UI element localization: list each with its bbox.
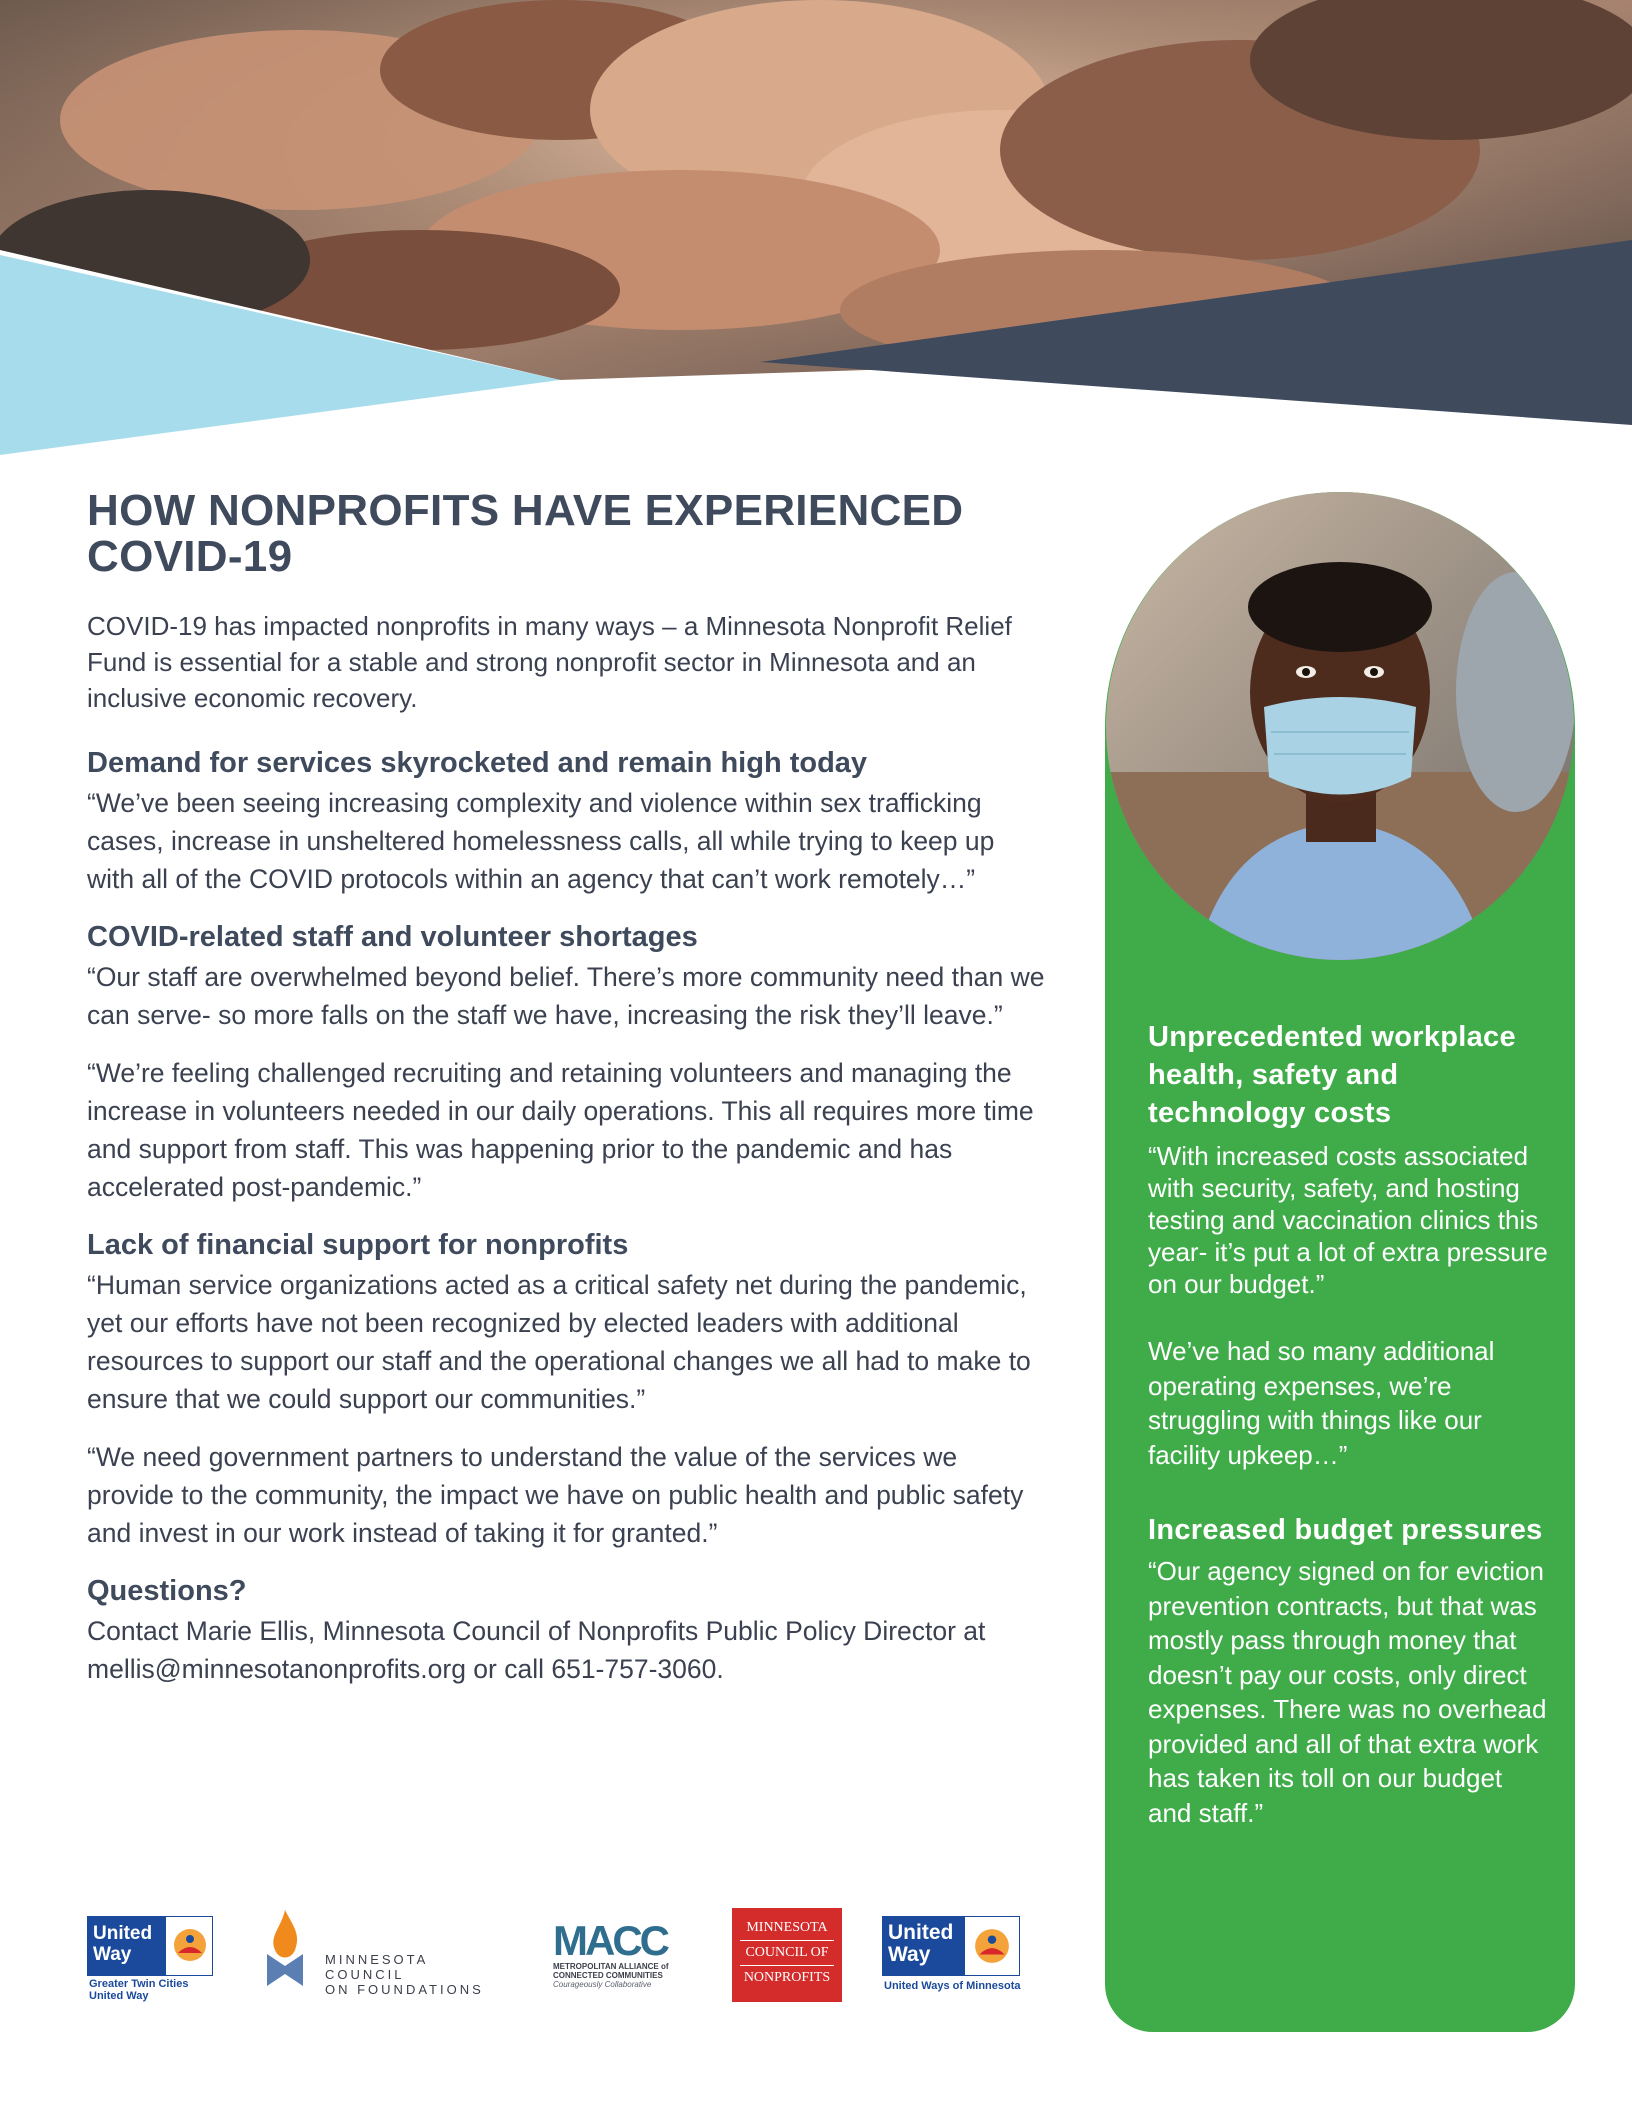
section-financial	[87, 1228, 1047, 1552]
logo-text: Way	[888, 1943, 931, 1966]
logo-text: United Ways of Minnesota	[884, 1980, 1021, 1992]
sidebar-quote: “Our agency signed on for eviction prevention contracts, but that was mostly pass through money that doesn’t pay our costs, only direct expenses. There was no overhead provided and all of that extra work has taken its toll on our budget and staff.”	[1148, 1556, 1547, 1828]
sidebar-heading: Increased budget pressures	[1148, 1514, 1543, 1546]
questions-text: Contact Marie Ellis, Minnesota Council of Nonprofits Public Policy Director at mellis@minnesotanonprofits.org or call 651-757-3060.	[87, 1616, 986, 1684]
section-quote: “Our staff are overwhelmed beyond belief. There’s more community need than we can serve- so more falls on the staff we have, increasing the risk they’ll leave.”	[87, 962, 1045, 1030]
section-questions	[87, 1574, 1047, 1688]
section-quote: “We’re feeling challenged recruiting and retaining volunteers and managing the increase in volunteers needed in our daily operations. This all requires more time and support from staff. This was happening prior to the pandemic and has accelerated post-pandemic.”	[87, 1058, 1034, 1202]
logo-text: NONPROFITS	[743, 1970, 831, 1985]
logo-text: MINNESOTA	[740, 1916, 834, 1941]
minnesota-council-on-foundations-logo	[263, 1908, 503, 1998]
logo-text: COUNCIL OF	[740, 1941, 834, 1966]
logo-text: CONNECTED COMMUNITIES	[553, 1971, 663, 1980]
logo-text: United	[888, 1921, 954, 1944]
section-heading: COVID-related staff and volunteer shortages	[87, 921, 698, 953]
stacked-hands-photo-icon	[0, 0, 1632, 460]
logo-text: Greater Twin Cities	[89, 1978, 189, 1990]
flame-icon	[263, 1908, 307, 1988]
logo-text: ON FOUNDATIONS	[325, 1982, 484, 1997]
section-heading: Demand for services skyrocketed and remain high today	[87, 747, 868, 779]
section-shortages	[87, 920, 1047, 1206]
united-way-hand-icon	[973, 1927, 1011, 1965]
section-demand	[87, 746, 1047, 898]
partner-logos	[87, 1908, 1027, 2008]
masked-man-portrait-icon	[1106, 492, 1574, 960]
sidebar-paragraph: We’ve had so many additional operating expenses, we’re struggling with things like our facility upkeep…”	[1148, 1336, 1495, 1470]
sidebar-heading: Unprecedented workplace health, safety and technology costs	[1148, 1021, 1516, 1129]
page-title: HOW NONPROFITS HAVE EXPERIENCED COVID-19	[87, 486, 964, 581]
minnesota-council-of-nonprofits-logo	[732, 1908, 842, 2002]
united-way-greater-twin-cities-logo	[87, 1916, 217, 2006]
logo-text: Courageously Collaborative	[553, 1980, 652, 1989]
logo-text: United Way	[89, 1990, 149, 2002]
macc-logo	[553, 1917, 693, 2010]
logo-text: United	[93, 1923, 153, 1944]
united-ways-of-minnesota-logo	[882, 1916, 1022, 2006]
questions-heading: Questions?	[87, 1575, 247, 1607]
hero-banner	[0, 0, 1632, 460]
section-quote: “We’ve been seeing increasing complexity and violence within sex trafficking cases, increase in unsheltered homelessness calls, all while trying to keep up with all of the COVID protocols within an agency that can’t work remotely…”	[87, 788, 995, 894]
section-heading: Lack of financial support for nonprofits	[87, 1229, 629, 1261]
main-column	[87, 488, 1047, 1710]
section-quote: “Human service organizations acted as a critical safety net during the pandemic, yet our efforts have not been recognized by elected leaders with additional resources to support our staff and the operational changes we all had to make to ensure that we could support our communities.”	[87, 1270, 1031, 1414]
sidebar-text	[1148, 1018, 1548, 1830]
logo-text: METROPOLITAN ALLIANCE of	[553, 1962, 669, 1971]
logo-text: MINNESOTA COUNCIL	[325, 1952, 428, 1982]
united-way-hand-icon	[172, 1927, 208, 1963]
section-quote: “We need government partners to understand the value of the services we provide to the community, the impact we have on public health and public safety and invest in our work instead of taking it for granted.”	[87, 1442, 1024, 1548]
logo-text: Way	[93, 1944, 132, 1965]
intro-paragraph: COVID-19 has impacted nonprofits in many ways – a Minnesota Nonprofit Relief Fund is essential for a stable and strong nonprofit sector in Minnesota and an inclusive economic recovery.	[87, 611, 1012, 713]
sidebar-quote: “With increased costs associated with security, safety, and hosting testing and vaccination clinics this year- it’s put a lot of extra pressure on our budget.”	[1148, 1141, 1548, 1299]
macc-mark: MACC	[553, 1917, 667, 1964]
